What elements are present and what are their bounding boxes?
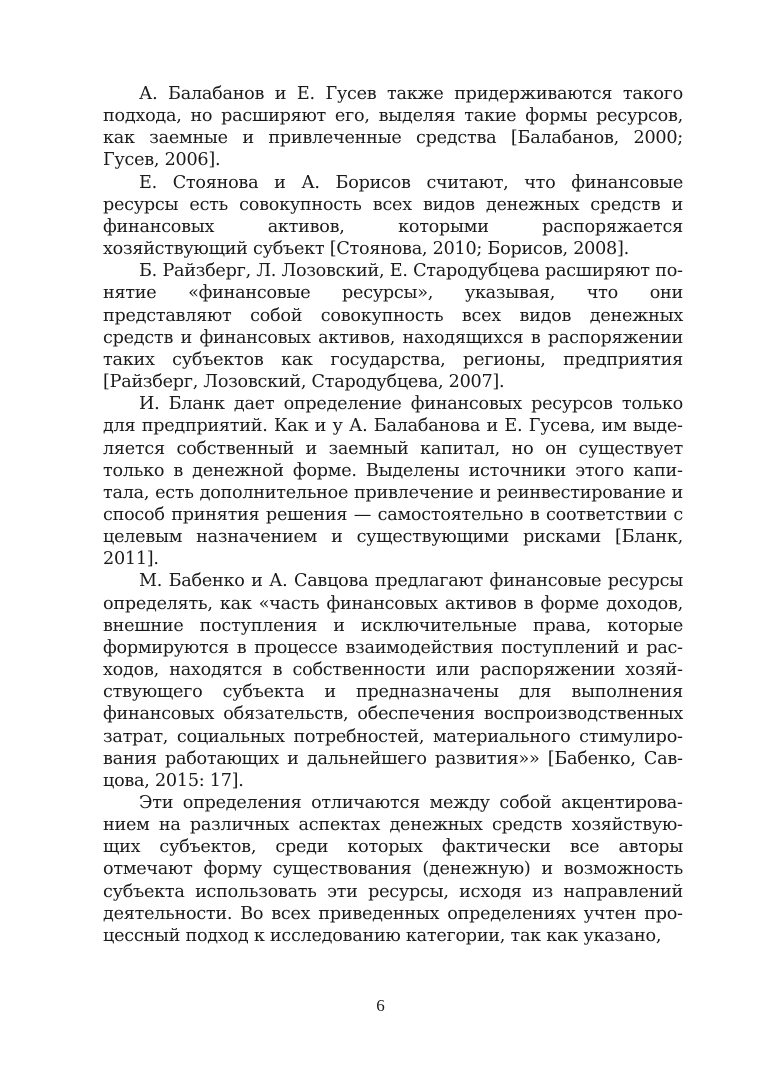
paragraph-blank: И. Бланк дает определение финансовых ресурсов только для предприятий. Как и у А. Балабанова и Е. Гусева, им выделяется собственный и заемный капитал, но он существует только в денежной форме. Выделены источники этого капитала, есть дополнительное привлечение и реинвестирование и способ принятия решения — самостоятельно в соответствии с целевым назначением и существующими рисками [Бланк, 2011]. — [103, 394, 683, 570]
paragraph-raizberg: Б. Райзберг, Л. Лозовский, Е. Стародубцева расширяют понятие «финансовые ресурсы», указывая, что они представляют собой совокупность всех видов денежных средств и финансовых активов, находящихся в распоряжении таких субъектов как государства, регионы, предприятия [Райзберг, Лозовский, Стародубцева, 2007]. — [103, 261, 683, 393]
page-number: 6 — [376, 996, 385, 1015]
page-body — [103, 83, 683, 947]
paragraph-stoyanova-borisov: Е. Стоянова и А. Борисов считают, что финансовые ресурсы есть совокупность всех видов денежных средств и финансовых активов, которыми распоряжается хозяйствующий субъект [Стоянова, 2010; Борисов, 2008]. — [103, 172, 683, 260]
paragraph-babenko-savtsova: М. Бабенко и А. Савцова предлагают финансовые ресурсы определять, как «часть финансовых активов в форме доходов, внешние поступления и исключительные права, которые формируются в процессе взаимодействия поступлений и расходов, находятся в собственности или распоряжении хозяйствующего субъекта и предназначены для выполнения финансовых обязательств, обеспечения воспроизводственных затрат, социальных потребностей, материального стимулирования работающих и дальнейшего развития»» [Бабенко, Савцова, 2015: 17]. — [103, 571, 683, 791]
paragraph-balabanov-gusev: А. Балабанов и Е. Гусев также придерживаются такого подхода, но расширяют его, выделяя такие формы ресурсов, как заемные и привлеченные средства [Балабанов, 2000; Гусев, 2006]. — [103, 84, 683, 171]
paragraph-definitions-summary: Эти определения отличаются между собой акцентированием на различных аспектах денежных средств хозяйствующих субъектов, среди которых фактически все авторы отмечают форму существования (денежную) и возможность субъекта использовать эти ресурсы, исходя из направлений деятельности. Во всех приведенных определениях учтен процессный подход к исследованию категории, так как указано, — [103, 793, 683, 946]
